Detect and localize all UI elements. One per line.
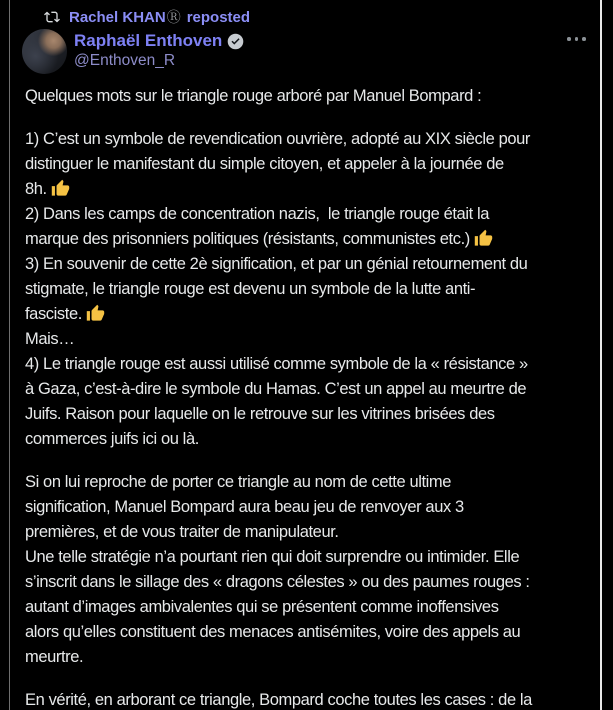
tweet-line: 3) En souvenir de cette 2è signification, et par un génial retournement du [25,255,528,273]
tweet-text [25,84,597,710]
tweet-paragraph [25,327,597,352]
more-ellipsis-icon [582,37,586,41]
tweet-line: Si on lui reproche de porter ce triangle au nom de cette ultime [25,473,452,491]
tweet-line: 8h. [25,177,597,202]
tweet-line: commerces juifs ici ou là. [25,430,199,448]
reposter-name[interactable]: Rachel KHAN [69,8,166,26]
tweet-line: premières, et de vous traiter de manipulateur. [25,523,339,541]
tweet-line: autant d’images ambivalentes qui se présentent comme inoffensives [25,598,499,616]
more-ellipsis-icon [575,37,579,41]
tweet-line: 1) C’est un symbole de revendication ouvrière, adopté au XIX siècle pour [25,130,531,148]
tweet-line: meurtre. [25,648,84,666]
tweet-paragraph [25,202,597,252]
repost-action-label: reposted [186,8,251,26]
repost-banner[interactable] [44,7,250,27]
right-border-line [600,0,602,710]
tweet-line: alors qu’elles constituent des menaces antisémites, voire des appels au [25,623,521,641]
tweet-paragraph [25,545,597,670]
author-name-row[interactable] [74,31,244,51]
left-border-line [9,0,10,710]
tweet-line: Une telle stratégie n’a pourtant rien qui doit surprendre ou intimider. Elle [25,548,520,566]
author-handle[interactable]: @Enthoven_R [74,52,176,69]
more-ellipsis-icon [567,37,571,41]
avatar[interactable] [22,29,67,74]
more-options-button[interactable] [564,34,589,44]
tweet-line: 4) Le triangle rouge est aussi utilisé comme symbole de la « résistance » [25,355,528,373]
tweet-line: fasciste. [25,302,597,327]
reposter-name-suffix: Ⓡ [166,9,181,25]
tweet-line: Quelques mots sur le triangle rouge arboré par Manuel Bompard : [25,87,482,105]
tweet-paragraph [25,470,597,545]
thumbs-up-emoji [86,304,105,323]
tweet-paragraph [25,688,597,710]
author-display-name[interactable]: Raphaël Enthoven [74,31,223,50]
tweet-paragraph [25,252,597,327]
tweet-line: Mais… [25,330,75,348]
tweet-line: marque des prisonniers politiques (résistants, communistes etc.) [25,227,597,252]
tweet-paragraph [25,127,597,202]
tweet-line: à Gaza, c’est-à-dire le symbole du Hamas. C’est un appel au meurtre de [25,380,527,398]
thumbs-up-emoji [474,229,493,248]
tweet-line: 2) Dans les camps de concentration nazis, le triangle rouge était la [25,205,490,223]
tweet-line: Juifs. Raison pour laquelle on le retrouve sur les vitrines brisées des [25,405,495,423]
thumbs-up-emoji [51,179,70,198]
tweet-line: En vérité, en arborant ce triangle, Bompard coche toutes les cases : de la [25,691,532,709]
tweet-paragraph [25,84,597,109]
verified-badge-icon [227,33,244,50]
tweet-line: s’inscrit dans le sillage des « dragons célestes » ou des paumes rouges : [25,573,530,591]
tweet-line: distinguer le manifestant du simple citoyen, et appeler à la journée de [25,155,504,173]
tweet-paragraph [25,352,597,452]
repost-icon [44,9,60,25]
tweet-line: signification, Manuel Bompard aura beau jeu de renvoyer aux 3 [25,498,464,516]
tweet-line: stigmate, le triangle rouge est devenu un symbole de la lutte anti- [25,280,476,298]
